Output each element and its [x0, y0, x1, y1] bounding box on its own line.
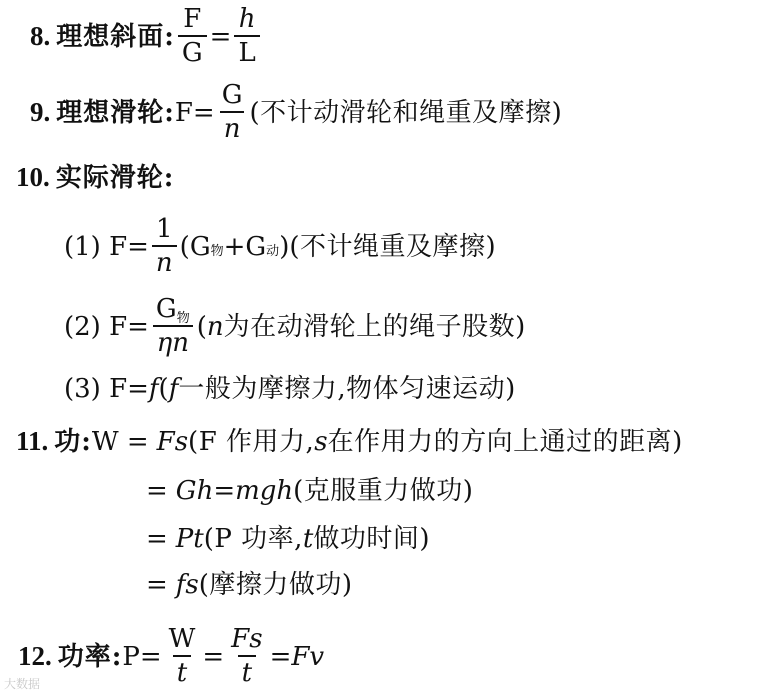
item-title: 理想滑轮:: [56, 97, 175, 128]
formula-10-case-3: (3) F= f ( f 一般为摩擦力,物体匀速运动): [64, 374, 516, 404]
fraction-W-over-t: $\frac{W}{t}$: [168, 624, 196, 689]
condition-note: 做功时间): [313, 524, 431, 554]
item-number: 8.: [30, 21, 51, 52]
formula-11-work: 11. 功: W = Fs (F 作用力, s 在作用力的方向上通过的距离): [16, 426, 683, 457]
condition-note: 一般为摩擦力,物体匀速运动): [178, 374, 516, 404]
formula-9-ideal-pulley: [30, 82, 562, 144]
item-title: 功率:: [57, 641, 123, 672]
item-number: 11.: [16, 426, 49, 456]
formula-10-case-1: (1) F= $\frac{1}{n}$ (G 物 +G 动 ) (不计绳重及摩擦): [64, 214, 497, 279]
fraction-1-over-n: $\frac{1}{n}$: [152, 216, 177, 278]
fraction-G-over-n: $\frac{G}{n}$: [221, 80, 243, 145]
condition-note: (不计绳重及摩擦): [289, 231, 497, 262]
condition-note: (不计动滑轮和绳重及摩擦): [249, 97, 563, 128]
formula-10-case-2: (2) F= $\frac{\text{G物}}{\eta n}$ ( n 为在动滑轮上的绳子股数): [64, 294, 526, 359]
watermark: 大数据: [4, 677, 41, 691]
fraction-h-over-L: $\frac{h}{L}$: [234, 6, 259, 68]
equals-sign: =: [209, 21, 232, 52]
formula-11-work-gravity: = Gh = mgh (克服重力做功): [146, 476, 474, 506]
item-title: 实际滑轮:: [55, 162, 175, 193]
item-number: 9.: [30, 97, 51, 128]
formula-11-work-friction: = fs (摩擦力做功): [146, 570, 353, 600]
condition-note: (克服重力做功): [293, 476, 474, 506]
lhs: F=: [174, 97, 215, 128]
formula-8-ideal-incline: [30, 6, 263, 68]
condition-note: 在作用力的方向上通过的距离): [327, 426, 683, 457]
case-label: (1) F=: [64, 231, 149, 262]
formula-10-real-pulley-heading: [16, 164, 174, 191]
condition-note: (摩擦力做功): [198, 570, 353, 600]
item-title: 功:: [54, 426, 92, 457]
item-number: 10.: [16, 162, 50, 192]
fraction-Fs-over-t: $\frac{Fs}{t}$: [231, 624, 263, 689]
fraction-F-over-G: $\frac{F}{G}$: [178, 6, 207, 68]
case-label: (3) F=: [64, 374, 149, 404]
fraction-G-over-eta-n: $\frac{\text{G物}}{\eta n}$: [152, 296, 194, 358]
case-label: (2) F=: [64, 311, 149, 342]
item-title: 理想斜面:: [56, 21, 175, 52]
condition-note: 为在动滑轮上的绳子股数): [223, 311, 526, 342]
formula-11-work-power: = Pt (P 功率, t 做功时间): [146, 524, 431, 554]
item-number: 12.: [18, 641, 52, 672]
formula-12-power: 12. 功率: P= $\frac{W}{t}$ = $\frac{Fs}{t}$ = Fv: [18, 624, 325, 689]
